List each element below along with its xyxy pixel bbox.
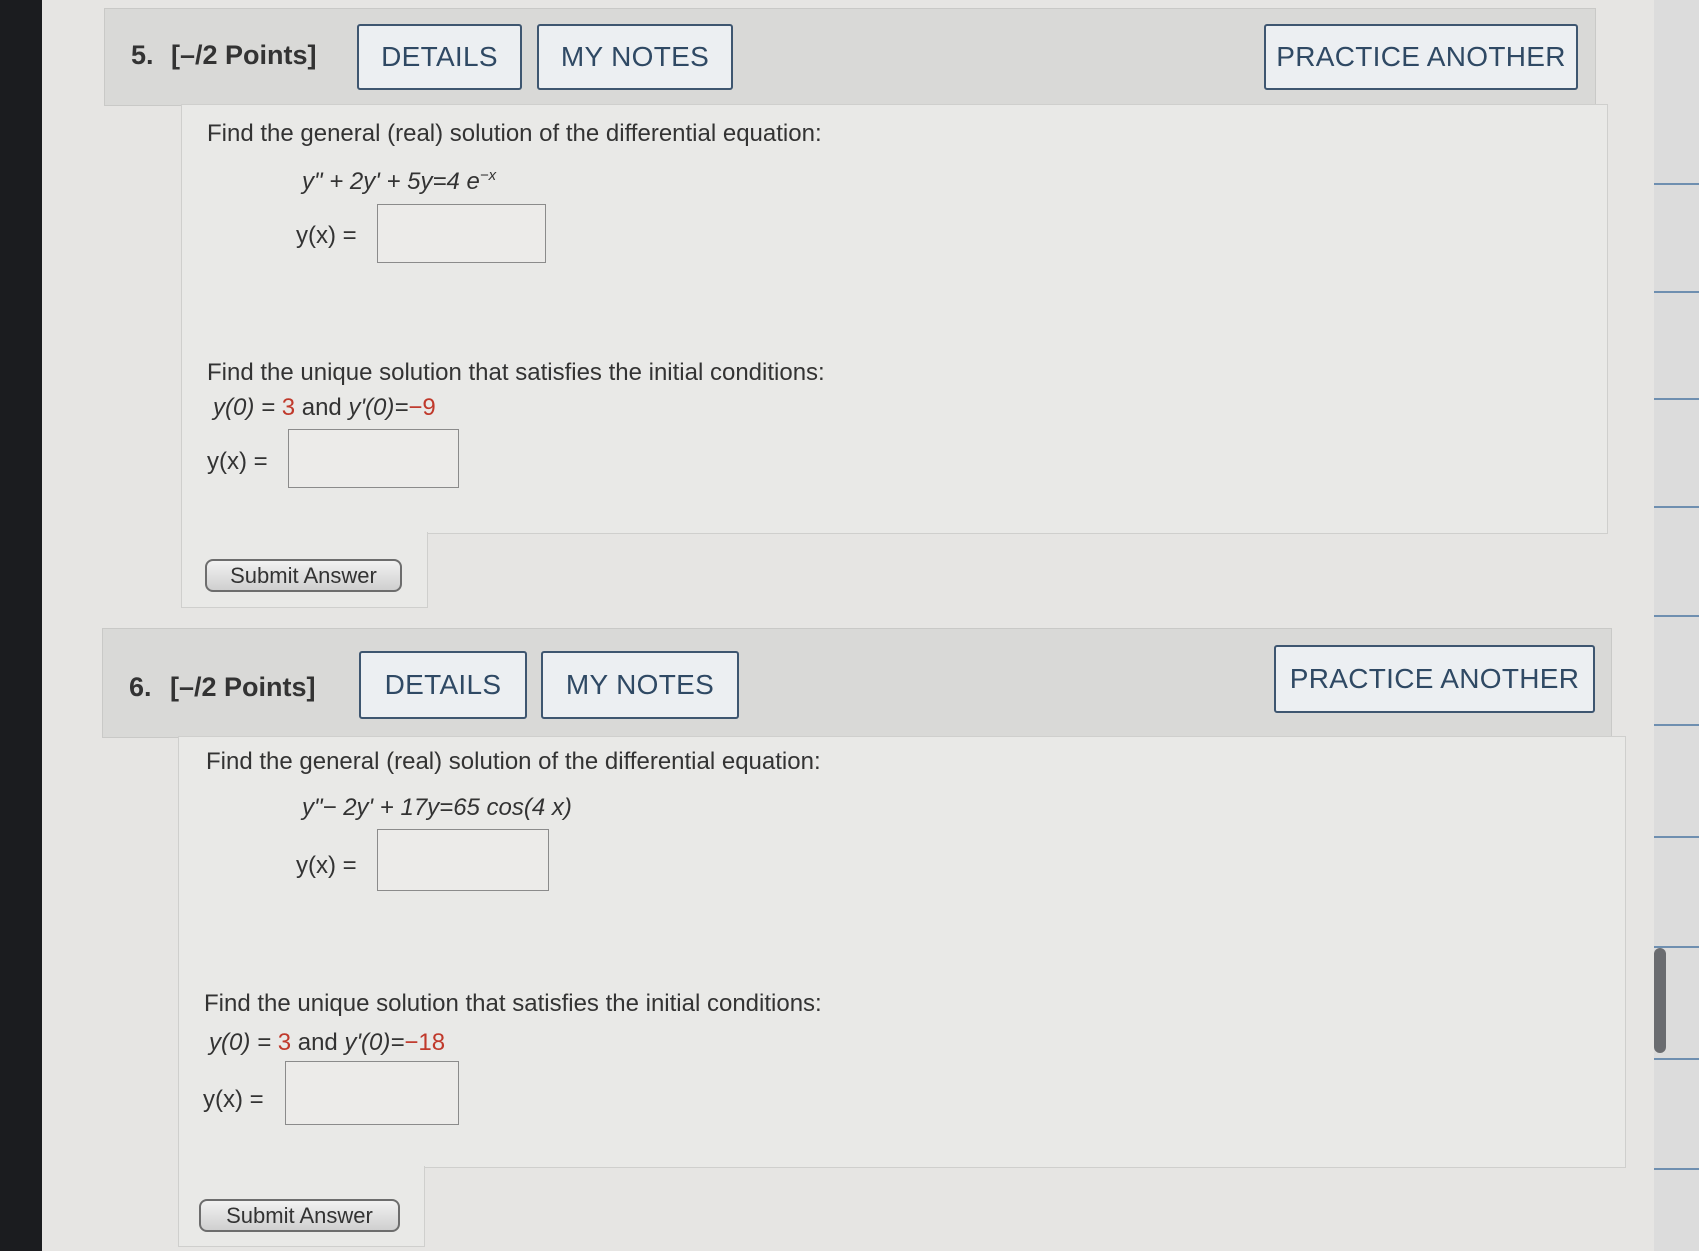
points-label: [–/2 Points]: [171, 40, 317, 70]
general-solution-prompt: Find the general (real) solution of the differential equation:: [207, 120, 822, 147]
question-number: 6.: [129, 672, 152, 702]
general-solution-input[interactable]: [377, 204, 546, 263]
ic-yp0-value: −9: [408, 394, 436, 421]
differential-equation: [302, 167, 496, 196]
my-notes-button[interactable]: MY NOTES: [537, 24, 733, 90]
details-button[interactable]: DETAILS: [359, 651, 527, 719]
ic-yp0-value: −18: [404, 1029, 446, 1056]
divider-line: [1654, 183, 1699, 185]
yx-label: y(x) =: [203, 1086, 264, 1113]
divider-line: [1654, 398, 1699, 400]
yx-label: y(x) =: [207, 448, 268, 475]
practice-another-button[interactable]: PRACTICE ANOTHER: [1274, 645, 1595, 713]
equation-exponent: −x: [479, 167, 497, 184]
unique-solution-input[interactable]: [288, 429, 459, 488]
divider-line: [1654, 291, 1699, 293]
initial-conditions: [209, 1029, 445, 1057]
initial-conditions: [213, 394, 436, 422]
ic-yp0-label: y'(0)=: [348, 394, 409, 421]
unique-solution-input[interactable]: [285, 1061, 459, 1125]
general-solution-input[interactable]: [377, 829, 549, 891]
yx-label: y(x) =: [296, 222, 357, 249]
divider-line: [1654, 615, 1699, 617]
ic-yp0-label: y'(0)=: [344, 1029, 405, 1056]
unique-solution-prompt: Find the unique solution that satisfies the initial conditions:: [207, 359, 825, 386]
question-number: 5.: [131, 40, 154, 70]
ic-y0-value: 3: [281, 394, 296, 421]
ic-y0-value: 3: [277, 1029, 292, 1056]
ic-and: and: [291, 1029, 345, 1056]
divider-line: [1654, 1058, 1699, 1060]
points-label: [–/2 Points]: [170, 672, 316, 702]
unique-solution-prompt: Find the unique solution that satisfies the initial conditions:: [204, 990, 822, 1017]
submit-answer-button[interactable]: Submit Answer: [199, 1199, 400, 1232]
divider-line: [1654, 506, 1699, 508]
divider-line: [1654, 836, 1699, 838]
equation-text: y"− 2y' + 17y=65 cos(4 x): [302, 794, 572, 821]
differential-equation: [302, 794, 572, 822]
submit-answer-button[interactable]: Submit Answer: [205, 559, 402, 592]
yx-label: y(x) =: [296, 852, 357, 879]
general-solution-prompt: Find the general (real) solution of the differential equation:: [206, 748, 821, 775]
equation-text: y" + 2y' + 5y=4 e: [302, 168, 480, 195]
details-button[interactable]: DETAILS: [357, 24, 522, 90]
divider-line: [1654, 1168, 1699, 1170]
scrollbar-thumb[interactable]: [1654, 948, 1666, 1053]
practice-another-button[interactable]: PRACTICE ANOTHER: [1264, 24, 1578, 90]
side-panel-edge: [1654, 0, 1699, 1251]
my-notes-button[interactable]: MY NOTES: [541, 651, 739, 719]
divider-line: [1654, 724, 1699, 726]
ic-and: and: [295, 394, 349, 421]
ic-y0-label: y(0) =: [213, 394, 282, 421]
ic-y0-label: y(0) =: [209, 1029, 278, 1056]
